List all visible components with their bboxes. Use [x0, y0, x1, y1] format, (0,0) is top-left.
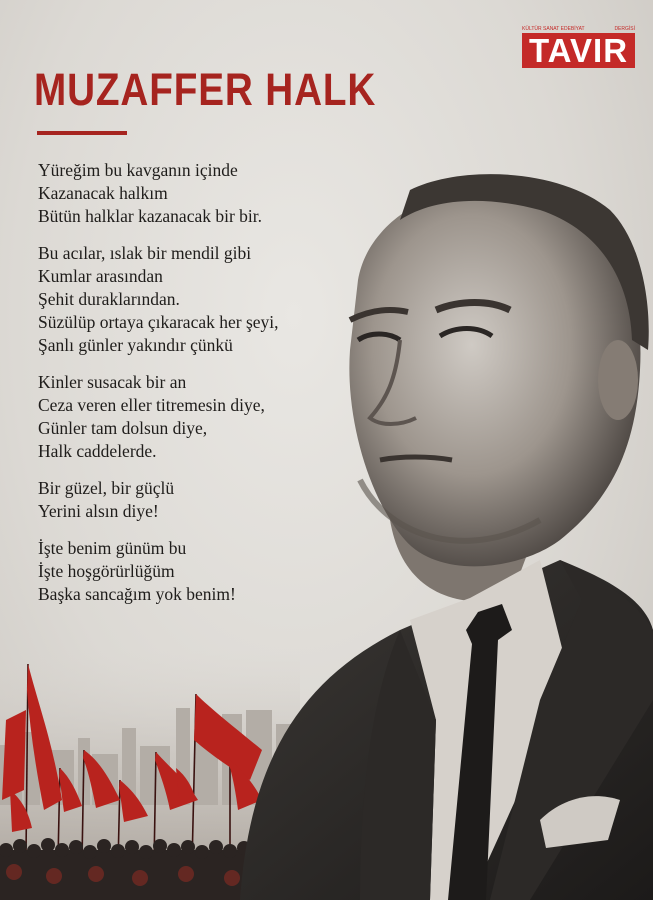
poem-line: Kumlar arasından — [38, 266, 163, 286]
poem-line: Kinler susacak bir an — [38, 372, 187, 392]
stanza — [38, 371, 338, 463]
poem-line: Ceza veren eller titremesin diye, — [38, 395, 265, 415]
logo-subtag: DERGİSİ — [614, 26, 635, 32]
logo-tagline: KÜLTÜR SANAT EDEBİYAT — [522, 26, 585, 32]
poem-line: İşte hoşgörürlüğüm — [38, 561, 175, 581]
stanza — [38, 159, 338, 228]
logo-wordmark: TAVIR — [522, 33, 635, 68]
poem-line: Şanlı günler yakındır çünkü — [38, 335, 233, 355]
poem-line: Günler tam dolsun diye, — [38, 418, 208, 438]
poem-line: Başka sancağım yok benim! — [38, 584, 236, 604]
poem-line: İşte benim günüm bu — [38, 538, 187, 558]
poem-line: Bütün halklar kazanacak bir bir. — [38, 206, 263, 226]
poem-line: Bu acılar, ıslak bir mendil gibi — [38, 243, 252, 263]
poem-line: Şehit duraklarından. — [38, 289, 180, 309]
poem-line: Bir güzel, bir güçlü — [38, 478, 175, 498]
poem-line: Süzülüp ortaya çıkaracak her şeyi, — [38, 312, 279, 332]
stanza — [38, 242, 338, 357]
poem-line: Yüreğim bu kavganın içinde — [38, 160, 238, 180]
poem-body — [38, 159, 338, 620]
poem-line: Kazanacak halkım — [38, 183, 168, 203]
stanza — [38, 477, 338, 523]
poem-line: Yerini alsın diye! — [38, 501, 159, 521]
stanza — [38, 537, 338, 606]
magazine-logo — [522, 26, 635, 68]
poem-title: MUZAFFER HALK — [34, 64, 377, 115]
title-underline — [37, 131, 127, 135]
poem-line: Halk caddelerde. — [38, 441, 157, 461]
